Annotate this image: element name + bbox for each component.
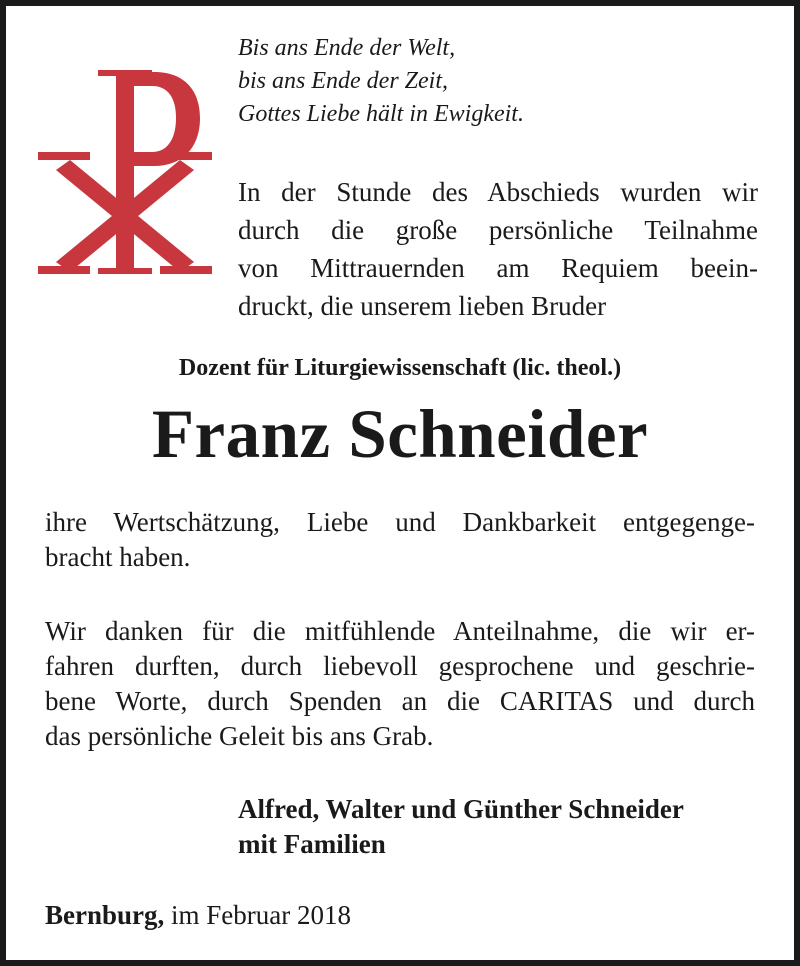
- intro-line: durch die große persönliche Teilnahme: [238, 215, 758, 245]
- intro-line: druckt, die unserem lieben Bruder: [238, 291, 607, 321]
- paragraph-line: fahren durften, durch liebevoll gesprochene und geschrie-: [45, 651, 755, 681]
- deceased-title: Dozent für Liturgiewissenschaft (lic. theol.): [178, 355, 622, 381]
- paragraph-line: bene Worte, durch Spenden an die CARITAS und durch: [45, 686, 755, 716]
- place-name: Bernburg,: [45, 900, 165, 930]
- paragraph-line: Wir danken für die mitfühlende Anteilnahme, die wir er-: [45, 616, 755, 646]
- deceased-name: Franz Schneider: [151, 396, 649, 472]
- date-text: im Februar 2018: [171, 900, 351, 930]
- signature-block: [238, 792, 778, 862]
- intro-line: von Mittrauernden am Requiem beein-: [238, 253, 758, 283]
- chi-rho-icon: [36, 66, 214, 280]
- signature-names: Alfred, Walter und Günther Schneider: [238, 794, 684, 824]
- place-date: [45, 898, 351, 933]
- thanks-paragraph: [45, 614, 755, 754]
- poem-line: bis ans Ende der Zeit,: [238, 68, 448, 94]
- poem-line: Gottes Liebe hält in Ewigkeit.: [238, 101, 524, 127]
- intro-paragraph: [238, 173, 758, 325]
- paragraph-line: das persönliche Geleit bis ans Grab.: [45, 721, 434, 751]
- intro-line: In der Stunde des Abschieds wurden wir: [238, 177, 758, 207]
- poem-line: Bis ans Ende der Welt,: [238, 35, 456, 61]
- paragraph-line: ihre Wertschätzung, Liebe und Dankbarkeit entgegenge-: [45, 507, 755, 537]
- paragraph-line: bracht haben.: [45, 542, 191, 572]
- gratitude-paragraph: [45, 505, 755, 575]
- signature-families: mit Familien: [238, 829, 386, 859]
- poem-verse: [238, 32, 778, 131]
